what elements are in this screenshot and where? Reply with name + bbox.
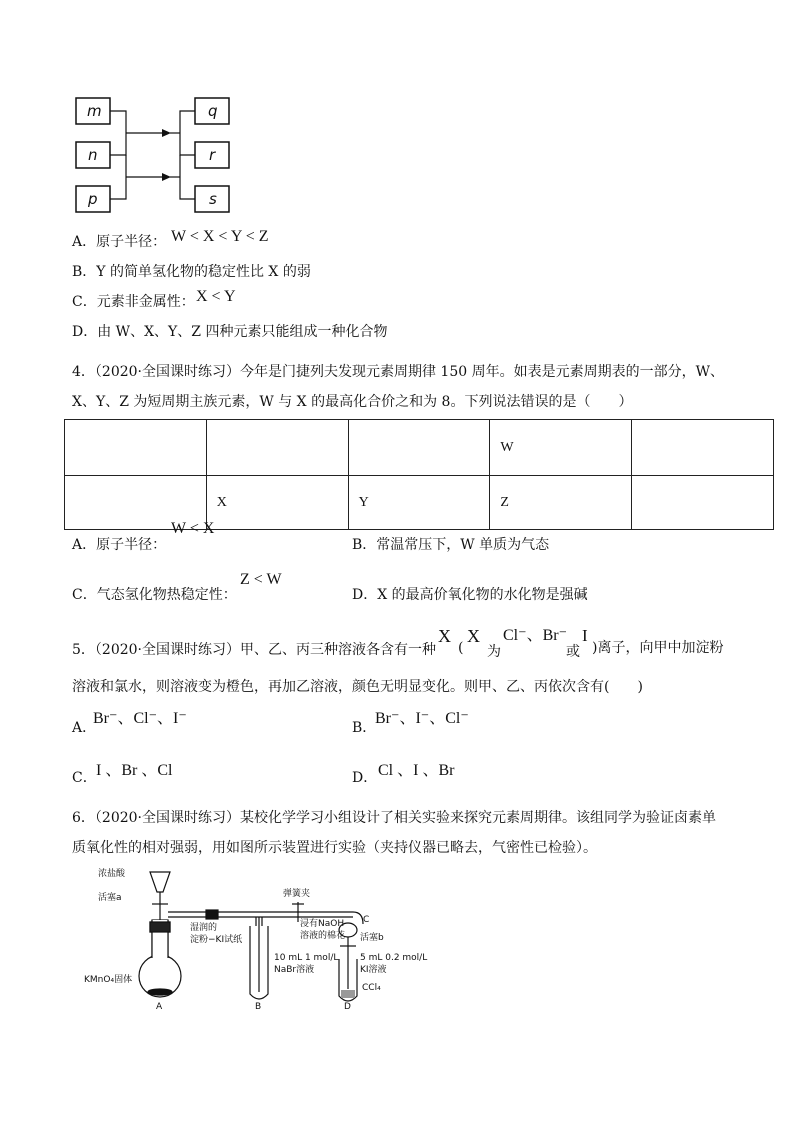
label-paper-2: 淀粉−KI试纸: [190, 935, 243, 945]
q5-option-a-math: Br⁻、Cl⁻、I⁻: [93, 710, 187, 727]
box-s: s: [209, 190, 217, 208]
label-valve-b: 活塞b: [360, 933, 384, 943]
box-n: n: [88, 146, 98, 164]
label-naoh-1: 浸有NaOH: [300, 919, 345, 929]
q5-paren: (: [458, 640, 464, 656]
table-cell: Y: [348, 476, 490, 530]
reaction-flow-diagram: [70, 92, 250, 222]
q5-option-d-math: Cl 、I 、Br: [378, 762, 455, 779]
q3-option-c-math: X < Y: [196, 288, 236, 305]
box-r: r: [209, 146, 216, 164]
q5-option-b-math: Br⁻、I⁻、Cl⁻: [375, 710, 469, 727]
table-cell: [348, 420, 490, 476]
label-valve-a: 活塞a: [98, 893, 122, 903]
q5-ions: Cl⁻、Br⁻: [503, 627, 568, 644]
q3-option-b: B．Y 的简单氢化物的稳定性比 X 的弱: [72, 264, 311, 280]
label-spring-clip: 弹簧夹: [283, 889, 311, 899]
q5-wei: 为: [487, 644, 501, 660]
q4-option-c-math: Z < W: [240, 571, 282, 588]
q4-option-c-label: C．气态氢化物热稳定性：: [72, 587, 237, 603]
q3-option-a-label: A．原子半径：: [72, 234, 167, 250]
q5-option-c-math: I 、Br 、Cl: [96, 762, 173, 779]
label-paper-1: 湿润的: [190, 923, 218, 933]
table-row: [65, 420, 774, 476]
q4-option-b: B．常温常压下，W 单质为气态: [352, 537, 550, 553]
box-m: m: [87, 102, 102, 120]
q5-stem-line1: 5．（2020·全国课时练习）甲、乙、丙三种溶液各含有一种: [72, 642, 436, 658]
label-d-solution-1: 5 mL 0.2 mol/L: [360, 953, 428, 963]
q5-stem-line2: 溶液和氯水，则溶液变为橙色，再加乙溶液，颜色无明显变化。则甲、乙、丙依次含有( ): [72, 679, 643, 695]
q4-stem-line2: X、Y、Z 为短周期主族元素，W 与 X 的最高化合价之和为 8。下列说法错误的是（ ）: [72, 394, 633, 410]
q3-option-a-math: W < X < Y < Z: [171, 228, 269, 245]
label-a: A: [156, 1002, 163, 1012]
table-cell: Z: [490, 476, 632, 530]
box-q: q: [208, 102, 218, 120]
label-naoh-2: 溶液的棉花: [300, 931, 346, 941]
q5-stem-line1-end: )离子，向甲中加淀粉: [592, 640, 724, 656]
q3-option-d: D．由 W、X、Y、Z 四种元素只能组成一种化合物: [72, 324, 388, 340]
q5-option-c-label: C．: [72, 770, 97, 786]
q5-option-a-label: A．: [72, 720, 97, 736]
q5-option-d-label: D．: [352, 770, 378, 786]
label-hcl: 浓盐酸: [98, 869, 126, 879]
q4-option-d: D．X 的最高价氧化物的水化物是强碱: [352, 587, 588, 603]
q5-x2: X: [467, 626, 480, 646]
q4-stem-line1: 4．（2020·全国课时练习）今年是门捷列夫发现元素周期律 150 周年。如表是元素周期表的一部分，W、: [72, 364, 724, 380]
label-b: B: [255, 1002, 262, 1012]
label-c: C: [363, 915, 370, 925]
label-kmno4: KMnO₄固体: [84, 975, 133, 985]
q4-option-a-label: A．原子半径：: [72, 537, 167, 553]
q6-stem-line1: 6．（2020·全国课时练习）某校化学学习小组设计了相关实验来探究元素周期律。该组同学为验证卤素单: [72, 810, 716, 826]
label-ccl4: CCl₄: [362, 983, 381, 993]
table-cell: [632, 420, 774, 476]
q5-huo: 或: [566, 644, 580, 660]
q5-x: X: [438, 626, 451, 646]
table-cell: [206, 420, 348, 476]
label-d: D: [344, 1002, 351, 1012]
box-p: p: [88, 190, 98, 208]
q3-option-c-label: C．元素非金属性：: [72, 294, 195, 310]
q5-iion: I: [582, 626, 588, 645]
label-d-solution-2: KI溶液: [360, 965, 387, 975]
table-cell: W: [490, 420, 632, 476]
table-cell: [632, 476, 774, 530]
q4-option-a-math: W < X: [171, 520, 215, 537]
q6-stem-line2: 质氧化性的相对强弱，用如图所示装置进行实验（夹持仪器已略去，气密性已检验）。: [72, 840, 597, 856]
label-b-solution-2: NaBr溶液: [274, 965, 315, 975]
apparatus-diagram: [78, 864, 478, 1014]
table-cell: X: [206, 476, 348, 530]
table-cell: [65, 420, 207, 476]
q5-option-b-label: B．: [352, 720, 377, 736]
label-b-solution-1: 10 mL 1 mol/L: [274, 953, 339, 963]
periodic-table-fragment: [64, 419, 774, 530]
